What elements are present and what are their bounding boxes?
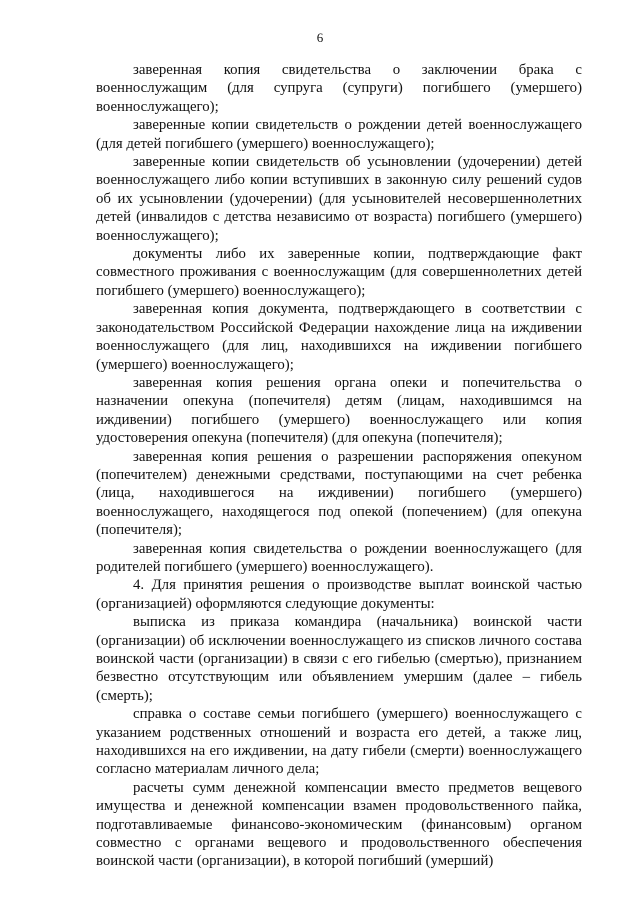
paragraph-family-composition-certificate: справка о составе семьи погибшего (умершего) военнослужащего с указанием родственных отношений и возраста его детей, а также лиц, находившихся на его иждивении, на дату гибели (смерти) военнослужащего согласно материалам личного дела; [96, 706, 582, 778]
paragraph-funds-disposal-permission: заверенная копия решения о разрешении распоряжения опекуном (попечителем) денежными средствами, поступающими на счет ребенка (лица, находившегося на иждивении) погибшего (умершего) военнослужащего, находящегося под опекой (попечением) (для опекуна (попечителя); [96, 448, 582, 539]
paragraph-compensation-calculations: расчеты сумм денежной компенсации вместо предметов вещевого имущества и денежной компенсации взамен продовольственного пайка, подготавливаемые финансово-экономическим (финансовым) органом совместно с органами вещевого и продовольственного обеспечения воинской части (организации), в которой погибший (умерший) [96, 779, 582, 870]
paragraph-dependency-document: заверенная копия документа, подтверждающего в соответствии с законодательством Российской Федерации нахождение лица на иждивении военнослужащего (для лиц, находившихся на иждивении погибшего (умершего) военнослужащего); [96, 301, 582, 373]
paragraph-section-4-intro: 4. Для принятия решения о производстве выплат воинской частью (организацией) оформляются следующие документы: [96, 577, 582, 612]
page-number: 6 [316, 30, 324, 45]
paragraph-marriage-certificate: заверенная копия свидетельства о заключении брака с военнослужащим (для супруга (супруги) погибшего (умершего) военнослужащего); [96, 62, 582, 115]
paragraph-guardianship-decision: заверенная копия решения органа опеки и попечительства о назначении опекуна (попечителя) детям (лицам, находившимся на иждивении) погибшего (умершего) военнослужащего или копия удостоверения опекуна (попечителя) (для опекуна (попечителя); [96, 374, 582, 447]
paragraph-order-extract: выписка из приказа командира (начальника) воинской части (организации) об исключении военнослужащего из списков личного состава воинской части (организации) в связи с его гибелью (смертью), признанием безвестно отсутствующим или объявлением умершим (далее – гибель (смерть); [96, 614, 582, 704]
paragraph-birth-certificates-children: заверенные копии свидетельств о рождении детей военнослужащего (для детей погибшего (умершего) военнослужащего); [96, 117, 582, 152]
paragraph-serviceman-birth-certificate: заверенная копия свидетельства о рождении военнослужащего (для родителей погибшего (умершего) военнослужащего). [96, 540, 582, 575]
document-body [96, 61, 582, 871]
paragraph-cohabitation-documents: документы либо их заверенные копии, подтверждающие факт совместного проживания с военнослужащим (для совершеннолетних детей погибшего (умершего) военнослужащего); [96, 246, 582, 299]
paragraph-adoption-certificates: заверенные копии свидетельств об усыновлении (удочерении) детей военнослужащего либо копии вступивших в законную силу решений судов об их усыновлении (удочерении) (для усыновителей несовершеннолетних детей (инвалидов с детства независимо от возраста) погибшего (умершего) военнослужащего); [96, 154, 582, 244]
